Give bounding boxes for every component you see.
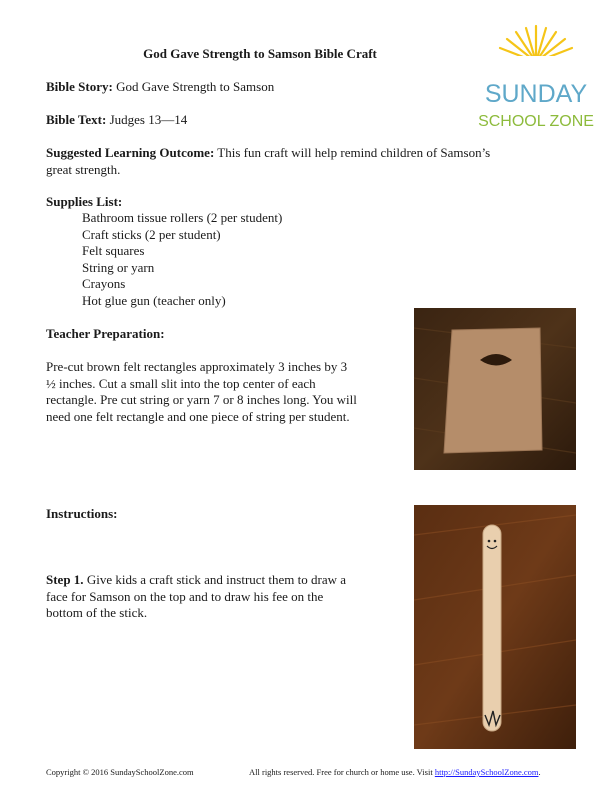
supply-item: Felt squares (82, 243, 145, 258)
teacher-prep-line: rectangle. Pre cut string or yarn 7 or 8 inches long. You will (46, 392, 357, 407)
bible-text-label: Bible Text: (46, 112, 107, 127)
footer-website-link[interactable]: http://SundaySchoolZone.com (434, 767, 539, 777)
teacher-prep-text (46, 359, 406, 425)
step-1-line2: face for Samson on the top and to draw his fee on the (46, 588, 324, 604)
footer-copyright: Copyright © 2016 SundaySchoolZone.com (46, 767, 194, 777)
supply-item: Craft sticks (2 per student) (82, 226, 221, 242)
logo-line2: SCHOOL ZONE (478, 113, 594, 130)
sunday-school-zone-logo (478, 22, 594, 138)
learning-outcome (46, 145, 556, 178)
supply-item: Crayons (82, 276, 126, 291)
bible-text (46, 112, 187, 129)
page-title: God Gave Strength to Samson Bible Craft (143, 46, 377, 61)
step-1-line1: Give kids a craft stick and instruct them to draw a (86, 572, 347, 587)
instructions-heading: Instructions: (46, 506, 118, 521)
teacher-prep-heading: Teacher Preparation: (46, 326, 165, 341)
step-1-label: Step 1. (46, 572, 84, 587)
learning-outcome-line1: This fun craft will help remind children of Samson’s (217, 145, 491, 160)
bible-text-value: Judges 13—14 (109, 112, 188, 127)
craft-stick-photo (414, 505, 576, 749)
step-1 (46, 572, 406, 622)
footer-rights: All rights reserved. Free for church or home use. Visit http://SundaySchoolZone.com. (249, 767, 541, 777)
step-1-line3: bottom of the stick. (46, 605, 148, 620)
learning-outcome-line2: great strength. (46, 161, 121, 177)
supplies-list (82, 210, 282, 309)
logo-line1: SUNDAY (484, 80, 588, 108)
supply-item: Bathroom tissue rollers (2 per student) (82, 210, 283, 225)
bible-story-label: Bible Story: (46, 79, 113, 94)
sun-rays-icon (478, 22, 594, 138)
teacher-prep-line: ½ inches. Cut a small slit into the top center of each (46, 375, 316, 391)
bible-story-value: God Gave Strength to Samson (116, 79, 275, 94)
supplies-heading: Supplies List: (46, 194, 123, 209)
teacher-prep-line: Pre-cut brown felt rectangles approximately 3 inches by 3 (46, 359, 348, 374)
felt-rectangle-photo (414, 308, 576, 470)
teacher-prep-line: need one felt rectangle and one piece of string per student. (46, 408, 350, 424)
bible-story (46, 79, 274, 96)
supply-item: String or yarn (82, 259, 155, 275)
learning-outcome-label: Suggested Learning Outcome: (46, 145, 215, 160)
supply-item: Hot glue gun (teacher only) (82, 292, 226, 308)
